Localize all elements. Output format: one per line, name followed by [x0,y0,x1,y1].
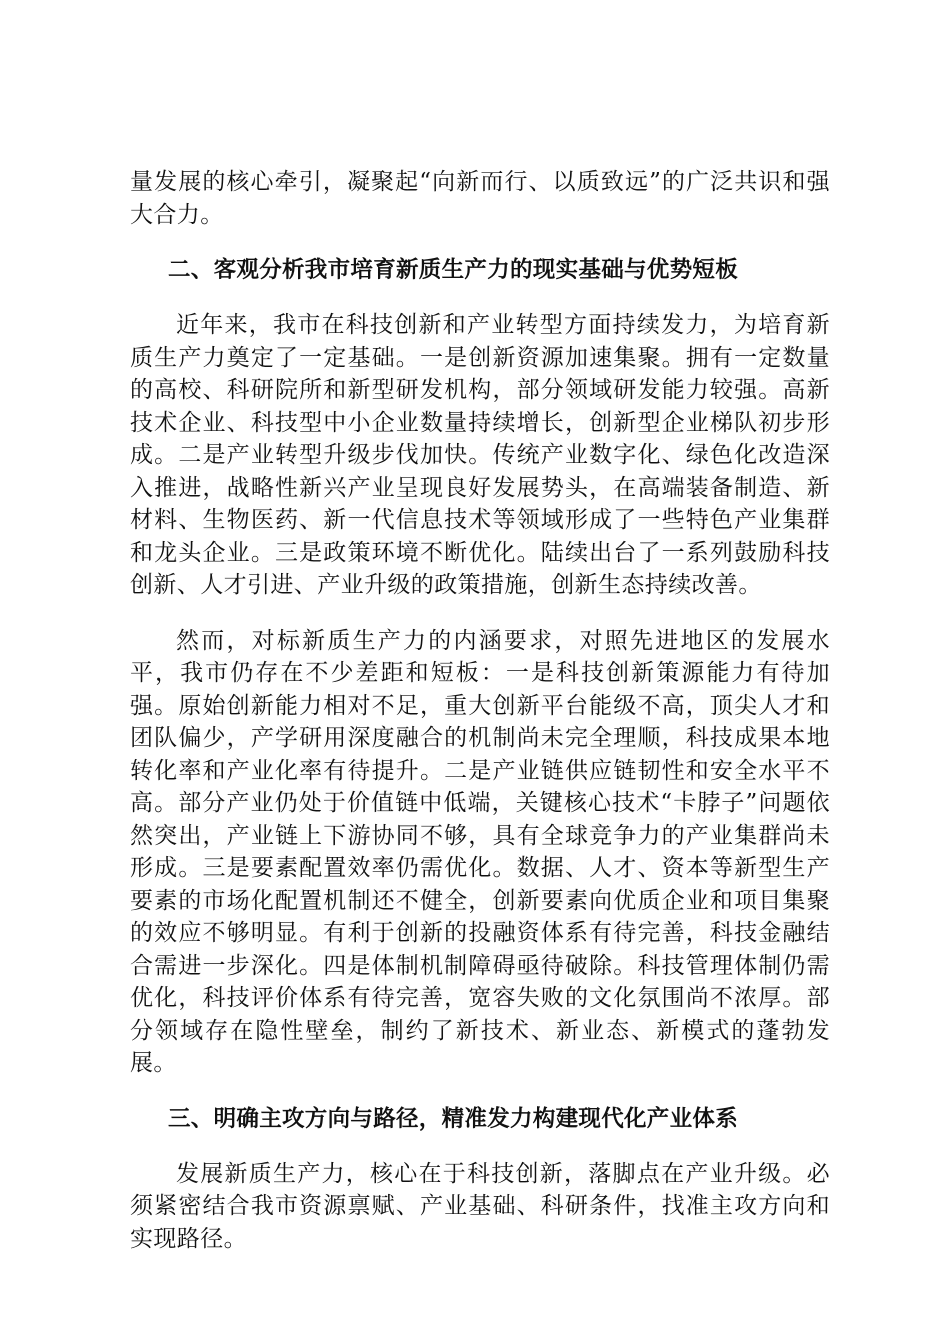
section-2-heading: 二、客观分析我市培育新质生产力的现实基础与优势短板 [168,257,739,283]
section-3-paragraph-1: 发展新质生产力，核心在于科技创新，落脚点在产业升级。必须紧密结合我市资源禀赋、产业基础、科研条件，找准主攻方向和实现路径。 [130,1160,830,1252]
spacer [130,1080,830,1103]
spacer [130,286,830,309]
section-2-paragraph-2: 然而，对标新质生产力的内涵要求，对照先进地区的发展水平，我市仍存在不少差距和短板：一是科技创新策源能力有待加强。原始创新能力相对不足，重大创新平台能级不高，顶尖人才和团队偏少，产学研用深度融合的机制尚未完全理顺，科技成果本地转化率和产业化率有待提升。二是产业链供应链韧性和安全水平不高。部分产业仍处于价值链中低端，关键核心技术“卡脖子”问题依然突出，产业链上下游协同不够，具有全球竞争力的产业集群尚未形成。三是要素配置效率仍需优化。数据、人才、资本等新型生产要素的市场化配置机制还不健全，创新要素向优质企业和项目集聚的效应不够明显。有利于创新的投融资体系有待完善，科技金融结合需进一步深化。四是体制机制障碍亟待破除。科技管理体制仍需优化，科技评价体系有待完善，宽容失败的文化氛围尚不浓厚。部分领域存在隐性壁垒，制约了新技术、新业态、新模式的蓬勃发展。 [130,627,830,1076]
spacer [130,602,830,625]
section-3-heading: 三、明确主攻方向与路径，精准发力构建现代化产业体系 [168,1105,739,1132]
continuation-paragraph: 量发展的核心牵引，凝聚起“向新而行、以质致远”的广泛共识和强大合力。 [130,169,830,228]
spacer [130,231,830,254]
spacer [130,1135,830,1158]
section-2-paragraph-1: 近年来，我市在科技创新和产业转型方面持续发力，为培育新质生产力奠定了一定基础。一是创新资源加速集聚。拥有一定数量的高校、科研院所和新型研发机构，部分领域研发能力较强。高新技术企业、科技型中小企业数量持续增长，创新型企业梯队初步形成。二是产业转型升级步伐加快。传统产业数字化、绿色化改造深入推进，战略性新兴产业呈现良好发展势头，在高端装备制造、新材料、生物医药、新一代信息技术等领域形成了一些特色产业集群和龙头企业。三是政策环境不断优化。陆续出台了一系列鼓励科技创新、人才引进、产业升级的政策措施，创新生态持续改善。 [130,312,830,598]
document-page [130,166,830,1255]
